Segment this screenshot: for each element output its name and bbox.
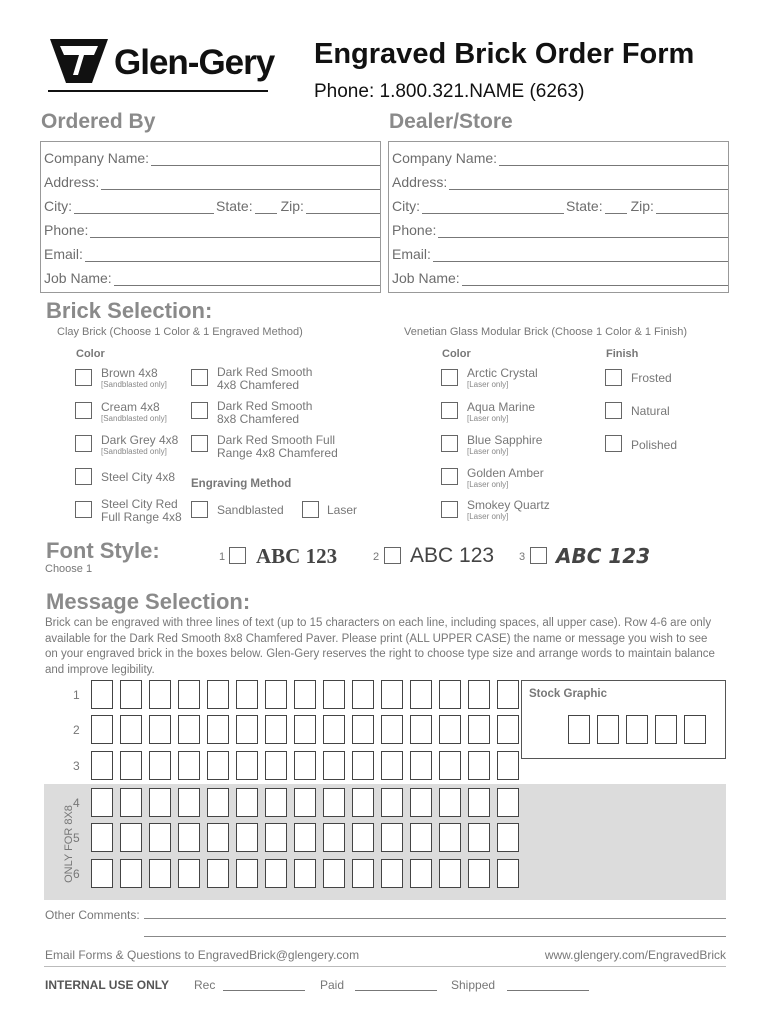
message-row-6-number: 6 [73,867,80,881]
cream-4x8-label: Cream 4x8 [101,400,160,414]
dark-red-4x8-label: Dark Red Smooth 4x8 Chamfered [217,365,313,392]
cream-4x8-option [101,401,167,424]
message-row-6-char-box[interactable] [468,859,490,888]
message-row-6-char-box[interactable] [439,859,461,888]
message-row-5-char-box[interactable] [410,823,432,852]
polished-option [631,439,677,452]
message-row-6-char-box[interactable] [265,859,287,888]
message-row-3-char-box[interactable] [236,751,258,780]
dealer-box [388,141,729,293]
arctic-note: [Laser only] [467,380,509,389]
stock-graphic-char-box[interactable] [655,715,677,744]
sandblasted-option [217,504,284,517]
natural-option [631,405,670,418]
dealer-email-label: Email: [392,246,431,262]
glen-gery-logo-icon [48,37,110,85]
finish-label: Finish [606,348,639,360]
brown-4x8-label: Brown 4x8 [101,366,158,380]
message-row-2-char-box[interactable] [410,715,432,744]
ordered-address-field[interactable] [41,166,380,190]
message-row-4-char-box[interactable] [294,788,316,817]
ordered-company-field[interactable] [41,142,380,166]
font-option-3-sample: ABC 123 [556,544,651,568]
dark-grey-4x8-checkbox[interactable] [75,435,92,452]
frosted-option [631,372,672,385]
internal-use-label: INTERNAL USE ONLY [45,978,170,992]
message-row-6-char-box[interactable] [120,859,142,888]
message-row-4-char-box[interactable] [120,788,142,817]
message-row-3-char-box[interactable] [410,751,432,780]
message-row-1-char-box[interactable] [323,680,345,709]
message-row-5-char-box[interactable] [265,823,287,852]
dealer-email-field[interactable] [389,238,728,262]
smokey-quartz-option [467,499,550,522]
frosted-checkbox[interactable] [605,369,622,386]
font-option-2-checkbox[interactable] [384,547,401,564]
blue-note: [Laser only] [467,447,509,456]
blue-sapphire-option [467,434,542,457]
message-row-5-char-box[interactable] [91,823,113,852]
message-row-3-char-box[interactable] [323,751,345,780]
message-row-4-char-box[interactable] [265,788,287,817]
cream-note: [Sandblasted only] [101,414,167,423]
dark-grey-note: [Sandblasted only] [101,447,167,456]
font-option-1-checkbox[interactable] [229,547,246,564]
aqua-marine-checkbox[interactable] [441,402,458,419]
dealer-job-label: Job Name: [392,270,460,286]
dark-grey-4x8-option [101,434,178,457]
logo-underline [48,90,268,92]
engraving-method-label: Engraving Method [191,478,292,490]
steel-city-4x8-label: Steel City 4x8 [101,470,176,484]
message-row-6-char-box[interactable] [236,859,258,888]
message-row-6-char-box[interactable] [294,859,316,888]
message-row-3-char-box[interactable] [265,751,287,780]
phone-number: Phone: 1.800.321.NAME (6263) [314,81,585,102]
natural-label: Natural [631,404,670,418]
steel-city-red-label: Steel City Red Full Range 4x8 [101,497,182,524]
message-row-5-char-box[interactable] [468,823,490,852]
ordered-job-field[interactable] [41,262,380,286]
message-row-1-char-box[interactable] [410,680,432,709]
glass-brick-subheading: Venetian Glass Modular Brick (Choose 1 Color & 1 Finish) [404,326,688,338]
message-row-5-char-box[interactable] [497,823,519,852]
dark-grey-4x8-label: Dark Grey 4x8 [101,433,179,447]
message-row-1-char-box[interactable] [468,680,490,709]
dealer-city-label: City: [392,198,420,214]
font-style-sub: Choose 1 [45,563,93,575]
message-row-2-char-box[interactable] [381,715,403,744]
smokey-note: [Laser only] [467,512,509,521]
arctic-crystal-label: Arctic Crystal [467,366,538,380]
message-row-5-char-box[interactable] [207,823,229,852]
dealer-zip-label: Zip: [630,198,654,214]
message-row-3-char-box[interactable] [439,751,461,780]
message-row-1-char-box[interactable] [265,680,287,709]
message-row-2-char-box[interactable] [294,715,316,744]
ordered-zip-label: Zip: [280,198,304,214]
stock-graphic-char-box[interactable] [568,715,590,744]
message-row-4-char-box[interactable] [497,788,519,817]
dark-red-8x8-label: Dark Red Smooth 8x8 Chamfered [217,399,313,426]
message-row-6-char-box[interactable] [91,859,113,888]
other-comments-line-2[interactable] [144,936,726,937]
message-row-2-char-box[interactable] [149,715,171,744]
message-row-3-char-box[interactable] [497,751,519,780]
natural-checkbox[interactable] [605,402,622,419]
paid-label: Paid [320,978,345,992]
dark-red-full-range-option [217,434,347,460]
message-row-3-char-box[interactable] [91,751,113,780]
message-row-4-char-box[interactable] [381,788,403,817]
message-row-4-char-box[interactable] [91,788,113,817]
polished-label: Polished [631,438,678,452]
aqua-note: [Laser only] [467,414,509,423]
smokey-quartz-label: Smokey Quartz [467,498,550,512]
clay-color-label: Color [76,348,105,360]
dealer-heading: Dealer/Store [389,110,513,133]
message-row-2-char-box[interactable] [91,715,113,744]
message-row-3-char-box[interactable] [120,751,142,780]
ordered-state-label: State: [216,198,253,214]
only-8x8-label: ONLY FOR 8X8 [63,805,75,883]
font-option-2-sample: ABC 123 [410,544,495,567]
message-row-1-char-box[interactable] [207,680,229,709]
message-row-6-char-box[interactable] [149,859,171,888]
message-row-4-char-box[interactable] [352,788,374,817]
dealer-address-field[interactable] [389,166,728,190]
message-row-2-char-box[interactable] [178,715,200,744]
dealer-address-label: Address: [392,174,448,190]
paid-line[interactable] [355,990,437,991]
message-row-1-number: 1 [73,688,80,702]
message-row-6-char-box[interactable] [410,859,432,888]
message-row-3-number: 3 [73,759,80,773]
brand-name: Glen-Gery [114,43,275,82]
footer-divider [44,966,726,967]
rec-line[interactable] [223,990,305,991]
message-row-2-char-box[interactable] [236,715,258,744]
shipped-line[interactable] [507,990,589,991]
laser-label: Laser [327,503,358,517]
message-instructions: Brick can be engraved with three lines of text (up to 15 characters on each line, including spaces, all upper case). Row 4-6 are only available for the Dark Red Smooth 8x8 Chamfered Paver. Please print (ALL UPPER CASE) the name or message you wish to see on your engraved brick in the boxes below. Glen-Gery reserves the right to choose type size and arrange words to maintain balance and improve legibility. [45,617,715,676]
dark-red-4x8-option [217,366,327,392]
brown-4x8-option [101,367,167,390]
stock-graphic-char-box[interactable] [597,715,619,744]
font-option-1-number: 1 [219,551,226,563]
message-row-2-char-box[interactable] [265,715,287,744]
dealer-phone-field[interactable] [389,214,728,238]
message-row-4-char-box[interactable] [439,788,461,817]
message-row-6-char-box[interactable] [497,859,519,888]
message-row-1-char-box[interactable] [381,680,403,709]
laser-option [327,504,357,517]
ordered-job-label: Job Name: [44,270,112,286]
ordered-phone-label: Phone: [44,222,89,238]
arctic-crystal-checkbox[interactable] [441,369,458,386]
message-row-2-char-box[interactable] [323,715,345,744]
golden-amber-option [467,467,544,490]
stock-graphic-char-box[interactable] [626,715,648,744]
shipped-label: Shipped [451,978,496,992]
aqua-marine-label: Aqua Marine [467,400,536,414]
ordered-city-field[interactable] [41,190,380,214]
stock-graphic-char-box[interactable] [684,715,706,744]
message-row-5-char-box[interactable] [149,823,171,852]
steel-city-4x8-checkbox[interactable] [75,468,92,485]
dealer-company-field[interactable] [389,142,728,166]
message-row-6-char-box[interactable] [381,859,403,888]
message-row-3-char-box[interactable] [352,751,374,780]
message-row-2-number: 2 [73,723,80,737]
ordered-city-label: City: [44,198,72,214]
dark-red-8x8-option [217,400,327,426]
message-row-2-char-box[interactable] [207,715,229,744]
website-link[interactable]: www.glengery.com/EngravedBrick [544,948,726,962]
message-row-2-char-box[interactable] [120,715,142,744]
message-row-4-char-box[interactable] [323,788,345,817]
form-title: Engraved Brick Order Form [314,38,695,70]
glass-color-label: Color [442,348,471,360]
message-row-4-char-box[interactable] [207,788,229,817]
clay-brick-subheading: Clay Brick (Choose 1 Color & 1 Engraved Method) [57,326,303,338]
font-option-1-sample: ABC 123 [256,544,338,568]
message-row-1-char-box[interactable] [439,680,461,709]
blue-sapphire-checkbox[interactable] [441,435,458,452]
arctic-crystal-option [467,367,538,390]
message-row-1-char-box[interactable] [497,680,519,709]
brand-logo [48,37,280,95]
sandblasted-label: Sandblasted [217,503,284,517]
message-row-1-char-box[interactable] [352,680,374,709]
ordered-email-field[interactable] [41,238,380,262]
message-row-5-char-box[interactable] [236,823,258,852]
message-row-5-char-box[interactable] [178,823,200,852]
dark-red-4x8-checkbox[interactable] [191,369,208,386]
message-row-4-number: 4 [73,796,80,810]
message-row-1-char-box[interactable] [294,680,316,709]
dealer-state-label: State: [566,198,603,214]
font-option-3-checkbox[interactable] [530,547,547,564]
ordered-address-label: Address: [44,174,100,190]
aqua-marine-option [467,401,535,424]
dealer-job-field[interactable] [389,262,728,286]
dealer-phone-label: Phone: [392,222,437,238]
email-line: Email Forms & Questions to EngravedBrick@glengery.com [45,948,360,962]
message-row-3-char-box[interactable] [468,751,490,780]
brown-4x8-checkbox[interactable] [75,369,92,386]
dark-red-full-range-label: Dark Red Smooth Full Range 4x8 Chamfered [217,433,338,460]
message-row-3-char-box[interactable] [207,751,229,780]
message-row-1-char-box[interactable] [91,680,113,709]
message-row-1-char-box[interactable] [178,680,200,709]
dealer-company-label: Company Name: [392,150,498,166]
other-comments-line-1[interactable] [144,918,726,919]
message-row-3-char-box[interactable] [149,751,171,780]
ordered-phone-field[interactable] [41,214,380,238]
message-row-2-char-box[interactable] [439,715,461,744]
stock-graphic-label: Stock Graphic [529,688,607,700]
message-row-5-char-box[interactable] [439,823,461,852]
message-row-4-char-box[interactable] [410,788,432,817]
smokey-quartz-checkbox[interactable] [441,501,458,518]
message-row-5-number: 5 [73,831,80,845]
message-row-5-char-box[interactable] [120,823,142,852]
ordered-by-heading: Ordered By [41,110,156,133]
golden-note: [Laser only] [467,480,509,489]
message-row-1-char-box[interactable] [149,680,171,709]
other-comments-label: Other Comments: [45,908,140,922]
message-row-6-char-box[interactable] [323,859,345,888]
dealer-city-field[interactable] [389,190,728,214]
message-row-3-char-box[interactable] [294,751,316,780]
message-selection-heading: Message Selection: [46,589,251,614]
sandblasted-checkbox[interactable] [191,501,208,518]
dark-red-full-range-checkbox[interactable] [191,435,208,452]
brown-note: [Sandblasted only] [101,380,167,389]
steel-city-4x8-option [101,471,175,484]
message-row-4-char-box[interactable] [149,788,171,817]
brick-selection-heading: Brick Selection: [46,298,213,323]
message-row-3-char-box[interactable] [178,751,200,780]
dark-red-8x8-checkbox[interactable] [191,402,208,419]
message-row-5-char-box[interactable] [294,823,316,852]
message-row-1-char-box[interactable] [120,680,142,709]
golden-amber-label: Golden Amber [467,466,544,480]
message-row-6-char-box[interactable] [207,859,229,888]
message-row-3-char-box[interactable] [381,751,403,780]
message-row-4-char-box[interactable] [236,788,258,817]
message-row-6-char-box[interactable] [178,859,200,888]
message-row-4-char-box[interactable] [178,788,200,817]
frosted-label: Frosted [631,371,672,385]
laser-checkbox[interactable] [302,501,319,518]
message-row-2-char-box[interactable] [497,715,519,744]
ordered-email-label: Email: [44,246,83,262]
cream-4x8-checkbox[interactable] [75,402,92,419]
font-option-2-number: 2 [373,551,380,563]
font-style-heading: Font Style: [46,538,160,563]
message-row-6-char-box[interactable] [352,859,374,888]
stock-graphic-box [521,680,726,759]
rec-label: Rec [194,978,216,992]
message-row-5-char-box[interactable] [323,823,345,852]
message-row-2-char-box[interactable] [468,715,490,744]
steel-city-red-checkbox[interactable] [75,501,92,518]
message-row-2-char-box[interactable] [352,715,374,744]
blue-sapphire-label: Blue Sapphire [467,433,543,447]
golden-amber-checkbox[interactable] [441,468,458,485]
steel-city-red-option [101,498,191,524]
message-row-5-char-box[interactable] [352,823,374,852]
message-row-1-char-box[interactable] [236,680,258,709]
message-row-5-char-box[interactable] [381,823,403,852]
ordered-company-label: Company Name: [44,150,150,166]
message-row-4-char-box[interactable] [468,788,490,817]
ordered-by-box [40,141,381,293]
font-option-3-number: 3 [519,551,526,563]
polished-checkbox[interactable] [605,435,622,452]
